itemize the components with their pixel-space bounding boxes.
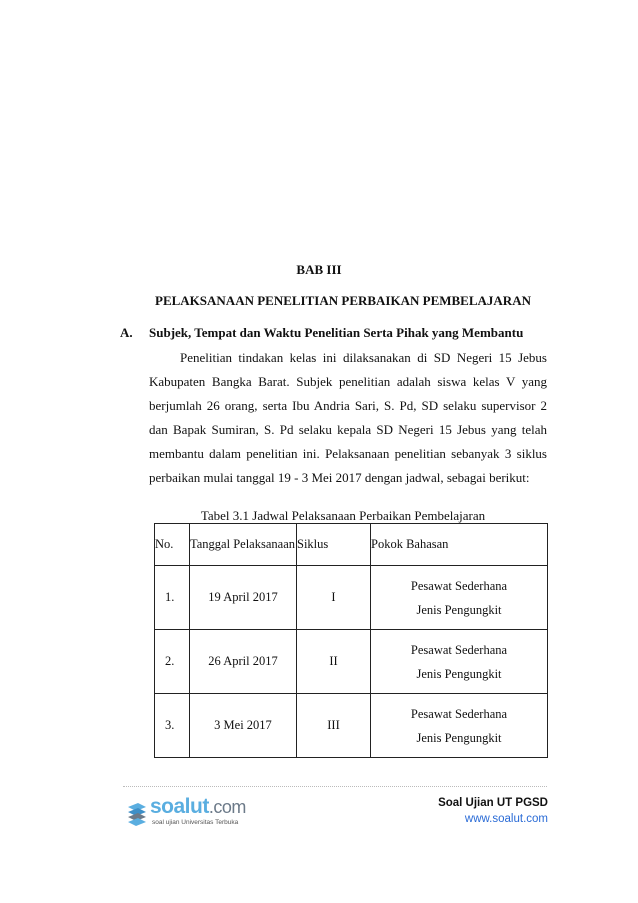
header-no: No.: [155, 524, 190, 566]
cell-date: 19 April 2017: [190, 566, 297, 630]
chapter-heading: PELAKSANAAN PENELITIAN PERBAIKAN PEMBELAJARAN: [155, 293, 531, 308]
topic-line-1: Pesawat Sederhana: [410, 578, 508, 593]
soalut-logo[interactable]: [126, 797, 256, 831]
cell-date: 3 Mei 2017: [190, 694, 297, 758]
chapter-title: BAB III: [296, 262, 342, 277]
body-paragraph: [149, 346, 547, 490]
schedule-table: [154, 523, 548, 758]
header-siklus: Siklus: [297, 524, 371, 566]
topic-line-1: Pesawat Sederhana: [410, 642, 508, 657]
cell-date: 26 April 2017: [190, 630, 297, 694]
cell-topic: [371, 630, 548, 694]
topic-line-1: Pesawat Sederhana: [410, 706, 508, 721]
cell-no: 1.: [155, 566, 190, 630]
table-row: [155, 694, 548, 758]
cell-topic: [371, 694, 548, 758]
table-row: [155, 566, 548, 630]
footer-title: Soal Ujian UT PGSD: [438, 797, 548, 809]
paragraph-text: Penelitian tindakan kelas ini dilaksanakan di SD Negeri 15 Jebus Kabupaten Bangka Barat. Subjek penelitian adalah siswa kelas V yang berjumlah 26 orang, serta Ibu Andria Sari, S. Pd, SD selaku supervisor 2 dan Bapak Sumiran, S. Pd selaku kepala SD Negeri 15 Jebus yang telah membantu dalam penelitian ini. Pelaksanaan penelitian sebanyak 3 siklus perbaikan mulai tanggal 19 - 3 Mei 2017 dengan jadwal, sebagai berikut:: [149, 350, 547, 485]
cell-siklus: III: [297, 694, 371, 758]
book-stack-icon: [126, 801, 148, 827]
topic-line-2: Jenis Pengungkit: [416, 602, 502, 617]
logo-suffix: .com: [208, 797, 246, 817]
table-caption: Tabel 3.1 Jadwal Pelaksanaan Perbaikan Pembelajaran: [200, 508, 486, 523]
footer-divider: [123, 786, 547, 787]
section-title: Subjek, Tempat dan Waktu Penelitian Serta Pihak yang Membantu: [149, 325, 524, 340]
topic-line-2: Jenis Pengungkit: [416, 730, 502, 745]
header-topic: Pokok Bahasan: [371, 524, 548, 566]
logo-word: soalut: [150, 795, 209, 818]
table-header-row: [155, 524, 548, 566]
footer-link[interactable]: www.soalut.com: [464, 813, 548, 825]
topic-line-2: Jenis Pengungkit: [416, 666, 502, 681]
logo-tagline: soal ujian Universitas Terbuka: [152, 819, 239, 826]
header-date: Tanggal Pelaksanaan: [190, 524, 297, 566]
cell-siklus: I: [297, 566, 371, 630]
cell-no: 3.: [155, 694, 190, 758]
logo-wordmark: [150, 795, 246, 819]
table-row: [155, 630, 548, 694]
section-letter: A.: [120, 325, 133, 340]
cell-siklus: II: [297, 630, 371, 694]
cell-topic: [371, 566, 548, 630]
cell-no: 2.: [155, 630, 190, 694]
